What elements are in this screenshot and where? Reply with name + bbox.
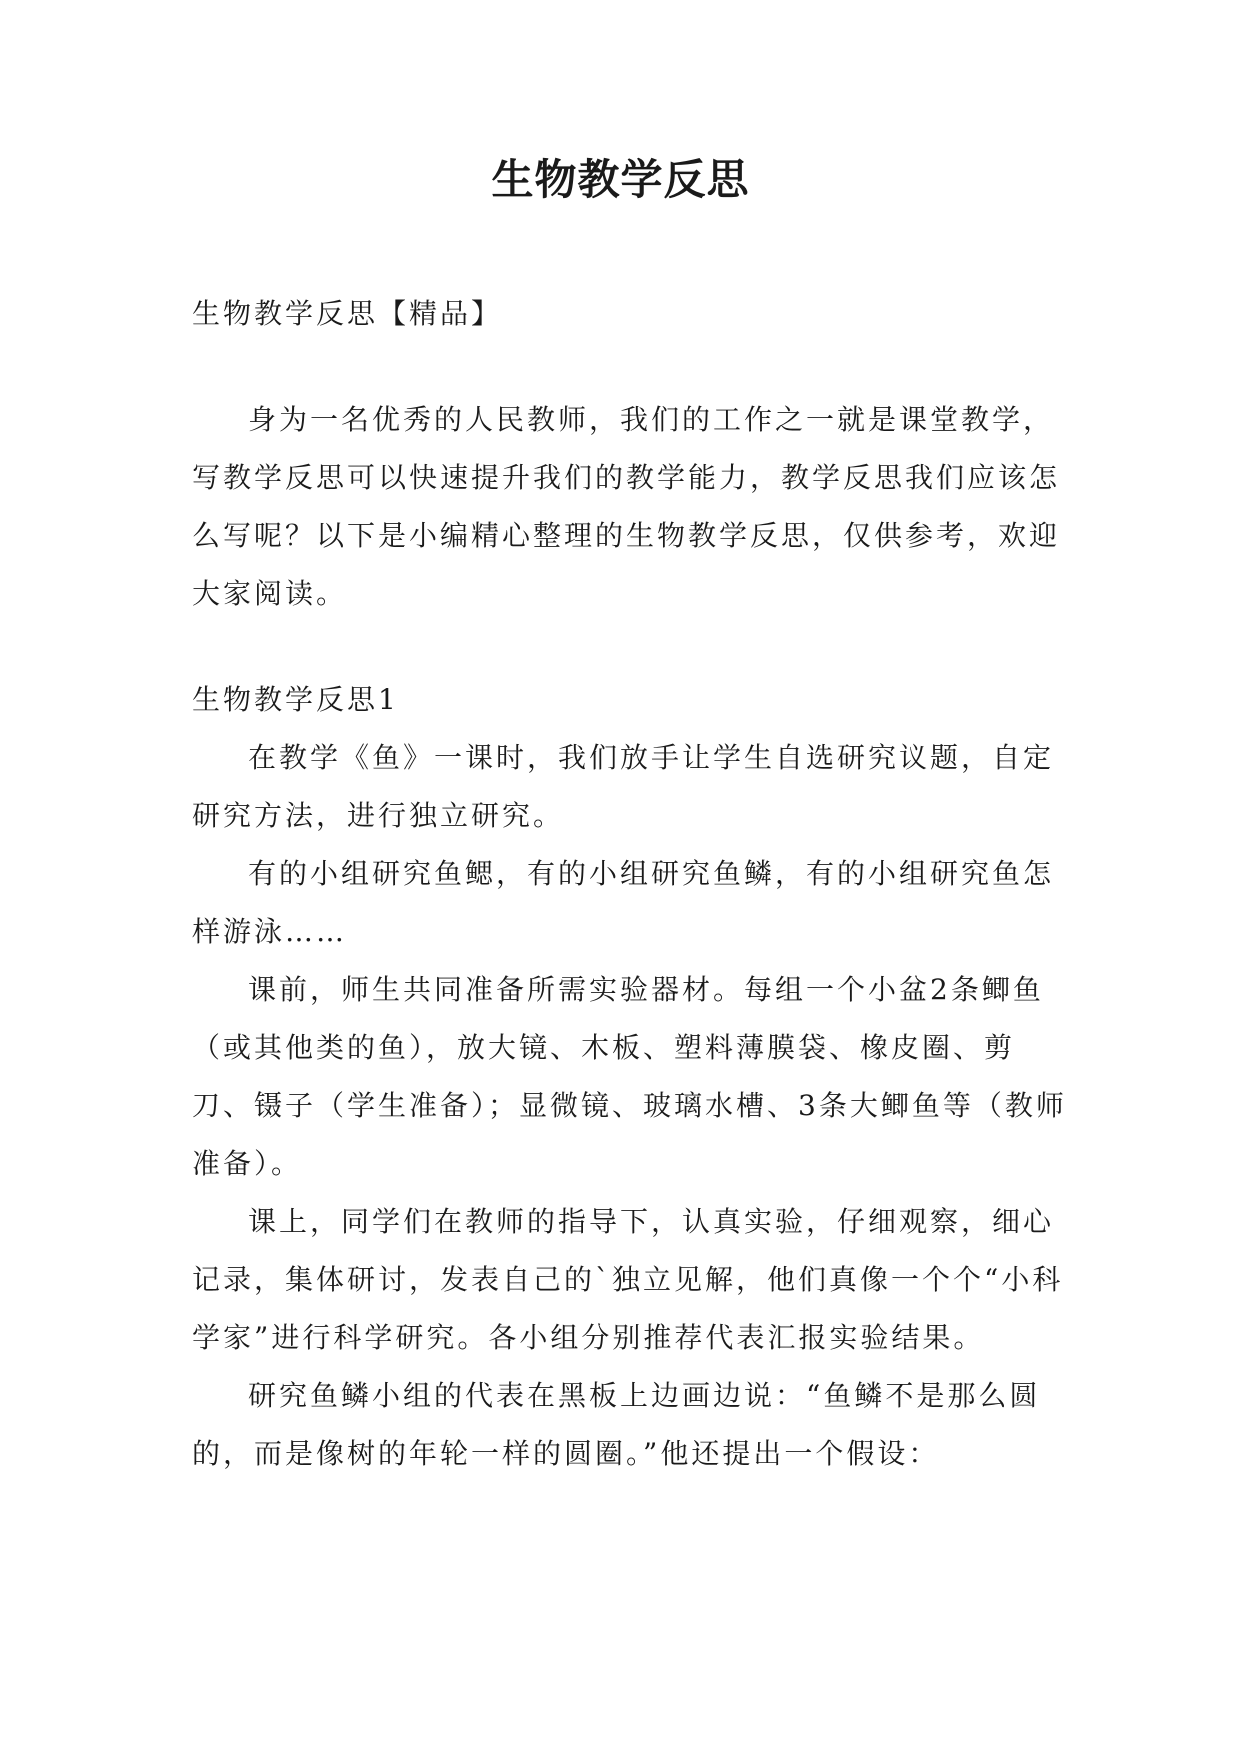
body-paragraph: 课前，师生共同准备所需实验器材。每组一个小盆2条鲫鱼（或其他类的鱼），放大镜、木板、塑料薄膜袋、橡皮圈、剪刀、镊子（学生准备）；显微镜、玻璃水槽、3条大鲫鱼等（教师准备）。	[192, 973, 1067, 1180]
intro-paragraph: 身为一名优秀的人民教师，我们的工作之一就是课堂教学，写教学反思可以快速提升我们的教学能力，教学反思我们应该怎么写呢？以下是小编精心整理的生物教学反思，仅供参考，欢迎大家阅读。	[192, 403, 1061, 610]
body-paragraph: 研究鱼鳞小组的代表在黑板上边画边说：“鱼鳞不是那么圆的，而是像树的年轮一样的圆圈。”他还提出一个假设：	[192, 1379, 1041, 1470]
body-paragraph: 有的小组研究鱼鳃，有的小组研究鱼鳞，有的小组研究鱼怎样游泳……	[192, 857, 1055, 948]
document-subtitle: 生物教学反思【精品】	[192, 297, 503, 330]
body-paragraph: 课上，同学们在教师的指导下，认真实验，仔细观察，细心记录，集体研讨，发表自己的`独立见解，他们真像一个个“小科学家”进行科学研究。各小组分别推荐代表汇报实验结果。	[192, 1205, 1064, 1354]
section-heading: 生物教学反思1	[192, 683, 399, 716]
body-paragraph: 在教学《鱼》一课时，我们放手让学生自选研究议题，自定研究方法，进行独立研究。	[192, 741, 1055, 832]
document-body	[192, 285, 1072, 1483]
document-title: 生物教学反思	[491, 155, 750, 204]
